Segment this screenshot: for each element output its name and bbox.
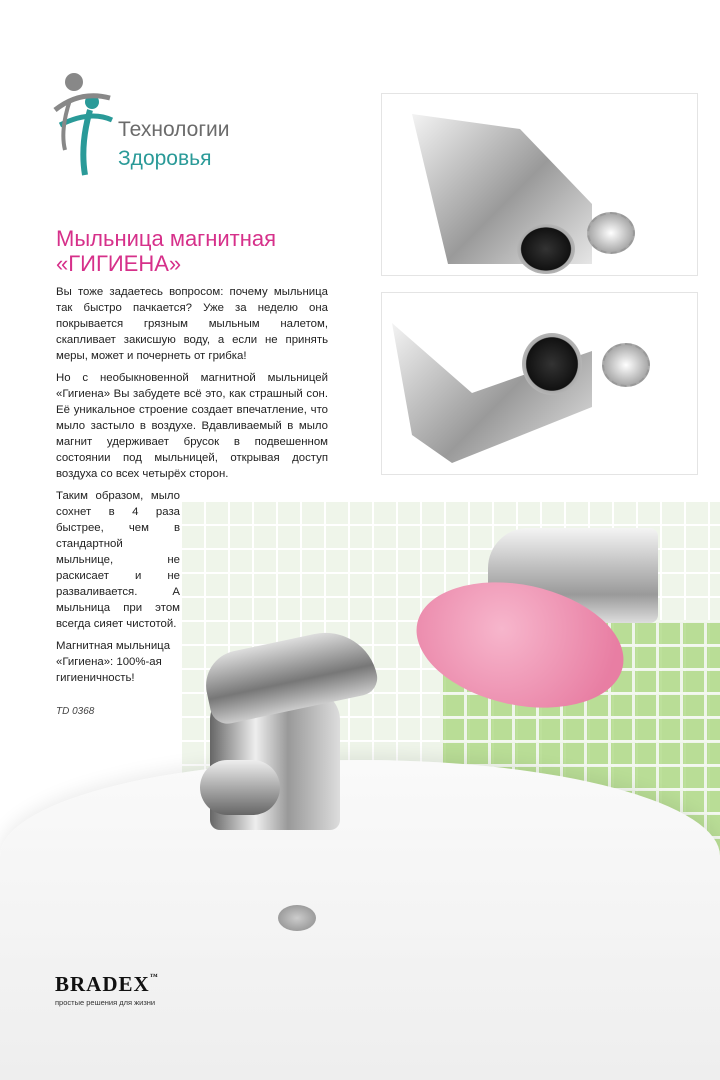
paragraph-3: Таким образом, мыло сохнет в 4 раза быстрее, чем в стандартной мыльнице, не раскисает и не разваливается. А мыльница при этом всегда сияет чистотой. bbox=[56, 490, 180, 630]
product-photo-1 bbox=[381, 93, 698, 276]
brand-name: BRADEX bbox=[55, 972, 150, 996]
logo-text-line2: Здоровья bbox=[118, 147, 212, 170]
trademark: ™ bbox=[149, 972, 159, 981]
product-code: TD 0368 bbox=[56, 706, 95, 717]
sink-image bbox=[0, 760, 720, 1080]
technologies-of-health-logo bbox=[50, 70, 120, 185]
product-photo-2 bbox=[381, 292, 698, 475]
brand-slogan: простые решения для жизни bbox=[55, 998, 156, 1007]
figure-logo-icon bbox=[50, 70, 120, 180]
paragraph-1: Вы тоже задаетесь вопросом: почему мыльница так быстро пачкается? Уже за неделю она покрывается грязным мыльным налетом, скапливает закисшую воду, а если не принять меры, может и почернеть от грибка! bbox=[56, 286, 328, 362]
paragraph-2: Но с необыкновенной магнитной мыльницей «Гигиена» Вы забудете всё это, как страшный сон. Её уникальное строение создает впечатление, что мыло застыло в воздухе. Вдавливаемый в мыло магнит удерживает брусок в подвешенном состоянии под мыльницей, открывая доступ воздуха со всех четырёх сторон. bbox=[56, 372, 328, 480]
paragraph-4: Магнитная мыльница «Гигиена»: 100%-ая гигиеничность! bbox=[56, 640, 171, 684]
bradex-logo bbox=[55, 972, 159, 997]
logo-text-line1: Технологии bbox=[118, 118, 230, 141]
sink-drain bbox=[278, 905, 316, 931]
text-column bbox=[56, 226, 336, 717]
faucet-spout bbox=[200, 760, 280, 815]
product-title: Мыльница магнитная «ГИГИЕНА» bbox=[56, 226, 277, 276]
